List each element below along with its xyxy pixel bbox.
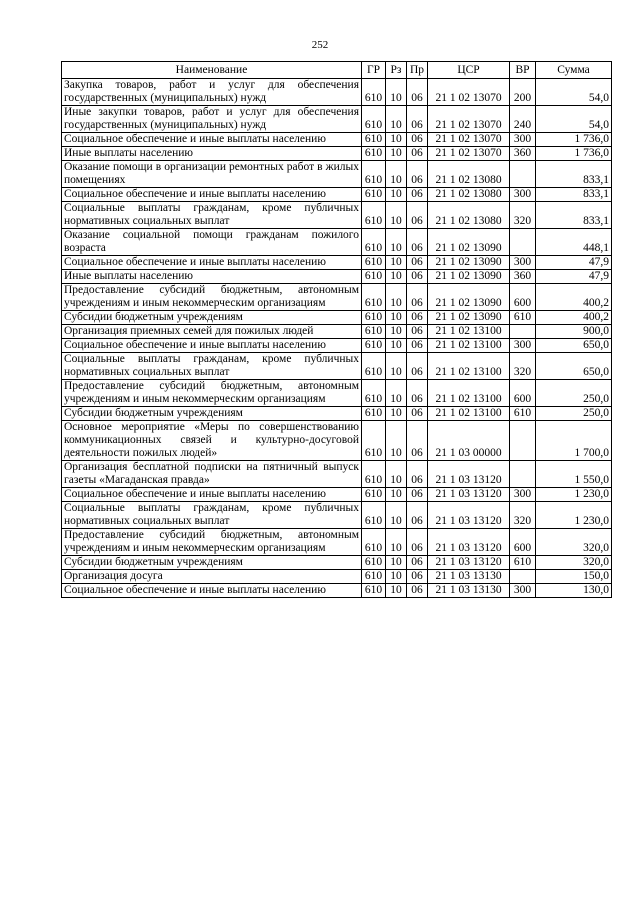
cell-rz: 10 xyxy=(386,79,407,106)
cell-gr: 610 xyxy=(362,188,386,202)
cell-name: Социальные выплаты гражданам, кроме публичных нормативных социальных выплат xyxy=(62,353,362,380)
cell-pr: 06 xyxy=(407,161,428,188)
table-row xyxy=(62,133,612,147)
cell-vr: 600 xyxy=(510,529,536,556)
table-row xyxy=(62,79,612,106)
cell-rz: 10 xyxy=(386,106,407,133)
cell-name: Оказание социальной помощи гражданам пожилого возраста xyxy=(62,229,362,256)
cell-rz: 10 xyxy=(386,488,407,502)
cell-sum: 1 550,0 xyxy=(536,461,612,488)
cell-pr: 06 xyxy=(407,133,428,147)
cell-rz: 10 xyxy=(386,311,407,325)
cell-csr: 21 1 02 13070 xyxy=(428,79,510,106)
cell-name: Закупка товаров, работ и услуг для обеспечения государственных (муниципальных) нужд xyxy=(62,79,362,106)
cell-name: Предоставление субсидий бюджетным, автономным учреждениям и иным некоммерческим организациям xyxy=(62,380,362,407)
cell-gr: 610 xyxy=(362,256,386,270)
cell-name: Социальное обеспечение и иные выплаты населению xyxy=(62,133,362,147)
cell-sum: 1 700,0 xyxy=(536,421,612,461)
cell-csr: 21 1 02 13070 xyxy=(428,106,510,133)
table-row xyxy=(62,106,612,133)
cell-gr: 610 xyxy=(362,380,386,407)
cell-sum: 833,1 xyxy=(536,202,612,229)
cell-csr: 21 1 02 13100 xyxy=(428,380,510,407)
cell-rz: 10 xyxy=(386,380,407,407)
cell-rz: 10 xyxy=(386,407,407,421)
cell-sum: 833,1 xyxy=(536,188,612,202)
cell-gr: 610 xyxy=(362,584,386,598)
table-row xyxy=(62,584,612,598)
page-number: 252 xyxy=(311,39,329,51)
cell-csr: 21 1 03 13120 xyxy=(428,502,510,529)
cell-gr: 610 xyxy=(362,284,386,311)
cell-name: Организация бесплатной подписки на пятничный выпуск газеты «Магаданская правда» xyxy=(62,461,362,488)
table-row xyxy=(62,202,612,229)
header-gr: ГР xyxy=(362,62,386,79)
cell-name: Иные выплаты населению xyxy=(62,270,362,284)
table-row xyxy=(62,529,612,556)
cell-name: Субсидии бюджетным учреждениям xyxy=(62,556,362,570)
cell-csr: 21 1 02 13100 xyxy=(428,325,510,339)
table-header-row xyxy=(62,62,612,79)
cell-gr: 610 xyxy=(362,106,386,133)
table-row xyxy=(62,353,612,380)
cell-pr: 06 xyxy=(407,202,428,229)
cell-sum: 1 736,0 xyxy=(536,133,612,147)
cell-sum: 1 230,0 xyxy=(536,502,612,529)
cell-name: Субсидии бюджетным учреждениям xyxy=(62,407,362,421)
cell-pr: 06 xyxy=(407,421,428,461)
header-rz: Рз xyxy=(386,62,407,79)
cell-sum: 650,0 xyxy=(536,353,612,380)
cell-csr: 21 1 02 13090 xyxy=(428,270,510,284)
cell-csr: 21 1 03 13120 xyxy=(428,461,510,488)
cell-sum: 400,2 xyxy=(536,284,612,311)
cell-vr: 320 xyxy=(510,202,536,229)
cell-csr: 21 1 02 13090 xyxy=(428,256,510,270)
cell-pr: 06 xyxy=(407,461,428,488)
cell-pr: 06 xyxy=(407,488,428,502)
cell-pr: 06 xyxy=(407,380,428,407)
cell-rz: 10 xyxy=(386,353,407,380)
cell-csr: 21 1 03 13130 xyxy=(428,570,510,584)
cell-gr: 610 xyxy=(362,270,386,284)
cell-gr: 610 xyxy=(362,488,386,502)
cell-sum: 54,0 xyxy=(536,79,612,106)
cell-csr: 21 1 02 13070 xyxy=(428,147,510,161)
cell-sum: 1 230,0 xyxy=(536,488,612,502)
cell-rz: 10 xyxy=(386,284,407,311)
cell-pr: 06 xyxy=(407,407,428,421)
header-name: Наименование xyxy=(62,62,362,79)
cell-pr: 06 xyxy=(407,502,428,529)
cell-name: Оказание помощи в организации ремонтных работ в жилых помещениях xyxy=(62,161,362,188)
cell-gr: 610 xyxy=(362,461,386,488)
cell-csr: 21 1 03 00000 xyxy=(428,421,510,461)
cell-name: Социальные выплаты гражданам, кроме публичных нормативных социальных выплат xyxy=(62,502,362,529)
cell-csr: 21 1 02 13090 xyxy=(428,311,510,325)
header-vr: ВР xyxy=(510,62,536,79)
cell-gr: 610 xyxy=(362,407,386,421)
cell-gr: 610 xyxy=(362,556,386,570)
table-row xyxy=(62,147,612,161)
cell-pr: 06 xyxy=(407,106,428,133)
cell-vr: 300 xyxy=(510,488,536,502)
cell-rz: 10 xyxy=(386,202,407,229)
cell-name: Иные закупки товаров, работ и услуг для обеспечения государственных (муниципальных) нужд xyxy=(62,106,362,133)
cell-vr xyxy=(510,461,536,488)
table-row xyxy=(62,284,612,311)
header-sum: Сумма xyxy=(536,62,612,79)
cell-vr xyxy=(510,161,536,188)
budget-table xyxy=(61,61,612,598)
cell-csr: 21 1 03 13120 xyxy=(428,556,510,570)
cell-rz: 10 xyxy=(386,421,407,461)
cell-csr: 21 1 02 13080 xyxy=(428,188,510,202)
cell-sum: 250,0 xyxy=(536,380,612,407)
cell-vr: 610 xyxy=(510,311,536,325)
cell-vr: 360 xyxy=(510,270,536,284)
cell-name: Предоставление субсидий бюджетным, автономным учреждениям и иным некоммерческим организациям xyxy=(62,284,362,311)
cell-gr: 610 xyxy=(362,529,386,556)
table-row xyxy=(62,380,612,407)
table-body xyxy=(62,79,612,598)
cell-vr: 200 xyxy=(510,79,536,106)
cell-rz: 10 xyxy=(386,188,407,202)
cell-csr: 21 1 03 13120 xyxy=(428,529,510,556)
cell-pr: 06 xyxy=(407,584,428,598)
cell-name: Основное мероприятие «Меры по совершенствованию коммуникационных связей и культурно-досуговой деятельности пожилых людей» xyxy=(62,421,362,461)
cell-sum: 650,0 xyxy=(536,339,612,353)
cell-name: Социальное обеспечение и иные выплаты населению xyxy=(62,584,362,598)
cell-name: Организация приемных семей для пожилых людей xyxy=(62,325,362,339)
cell-rz: 10 xyxy=(386,229,407,256)
cell-gr: 610 xyxy=(362,147,386,161)
cell-vr xyxy=(510,229,536,256)
cell-csr: 21 1 02 13090 xyxy=(428,284,510,311)
cell-name: Социальное обеспечение и иные выплаты населению xyxy=(62,188,362,202)
cell-name: Организация досуга xyxy=(62,570,362,584)
cell-gr: 610 xyxy=(362,311,386,325)
table-row xyxy=(62,325,612,339)
cell-name: Социальное обеспечение и иные выплаты населению xyxy=(62,488,362,502)
table-row xyxy=(62,407,612,421)
cell-vr: 610 xyxy=(510,407,536,421)
cell-csr: 21 1 02 13100 xyxy=(428,339,510,353)
table-row xyxy=(62,229,612,256)
cell-vr xyxy=(510,570,536,584)
cell-name: Предоставление субсидий бюджетным, автономным учреждениям и иным некоммерческим организациям xyxy=(62,529,362,556)
cell-pr: 06 xyxy=(407,529,428,556)
cell-csr: 21 1 02 13100 xyxy=(428,407,510,421)
cell-gr: 610 xyxy=(362,570,386,584)
table-row xyxy=(62,488,612,502)
cell-pr: 06 xyxy=(407,353,428,380)
cell-rz: 10 xyxy=(386,147,407,161)
cell-name: Социальное обеспечение и иные выплаты населению xyxy=(62,256,362,270)
cell-vr: 320 xyxy=(510,502,536,529)
cell-gr: 610 xyxy=(362,353,386,380)
cell-gr: 610 xyxy=(362,339,386,353)
cell-vr: 300 xyxy=(510,339,536,353)
cell-csr: 21 1 03 13120 xyxy=(428,488,510,502)
cell-gr: 610 xyxy=(362,202,386,229)
cell-vr: 320 xyxy=(510,353,536,380)
cell-rz: 10 xyxy=(386,502,407,529)
cell-gr: 610 xyxy=(362,502,386,529)
cell-rz: 10 xyxy=(386,270,407,284)
cell-rz: 10 xyxy=(386,556,407,570)
cell-vr xyxy=(510,421,536,461)
cell-sum: 54,0 xyxy=(536,106,612,133)
cell-pr: 06 xyxy=(407,284,428,311)
cell-rz: 10 xyxy=(386,133,407,147)
cell-pr: 06 xyxy=(407,147,428,161)
cell-vr: 300 xyxy=(510,584,536,598)
cell-rz: 10 xyxy=(386,325,407,339)
table-row xyxy=(62,556,612,570)
table-row xyxy=(62,256,612,270)
cell-vr: 240 xyxy=(510,106,536,133)
cell-sum: 47,9 xyxy=(536,270,612,284)
cell-sum: 47,9 xyxy=(536,256,612,270)
cell-vr: 360 xyxy=(510,147,536,161)
cell-rz: 10 xyxy=(386,161,407,188)
cell-gr: 610 xyxy=(362,421,386,461)
header-pr: Пр xyxy=(407,62,428,79)
cell-pr: 06 xyxy=(407,325,428,339)
header-csr: ЦСР xyxy=(428,62,510,79)
cell-sum: 250,0 xyxy=(536,407,612,421)
cell-vr xyxy=(510,325,536,339)
cell-pr: 06 xyxy=(407,256,428,270)
cell-vr: 600 xyxy=(510,380,536,407)
cell-name: Социальное обеспечение и иные выплаты населению xyxy=(62,339,362,353)
cell-rz: 10 xyxy=(386,339,407,353)
cell-sum: 1 736,0 xyxy=(536,147,612,161)
cell-csr: 21 1 02 13080 xyxy=(428,161,510,188)
cell-sum: 448,1 xyxy=(536,229,612,256)
cell-sum: 320,0 xyxy=(536,529,612,556)
cell-gr: 610 xyxy=(362,133,386,147)
cell-rz: 10 xyxy=(386,584,407,598)
cell-sum: 833,1 xyxy=(536,161,612,188)
table-row xyxy=(62,421,612,461)
cell-pr: 06 xyxy=(407,188,428,202)
cell-name: Иные выплаты населению xyxy=(62,147,362,161)
cell-csr: 21 1 03 13130 xyxy=(428,584,510,598)
cell-vr: 300 xyxy=(510,188,536,202)
cell-gr: 610 xyxy=(362,79,386,106)
cell-vr: 610 xyxy=(510,556,536,570)
cell-pr: 06 xyxy=(407,229,428,256)
table-row xyxy=(62,161,612,188)
cell-csr: 21 1 02 13080 xyxy=(428,202,510,229)
table-row xyxy=(62,461,612,488)
cell-rz: 10 xyxy=(386,570,407,584)
cell-vr: 600 xyxy=(510,284,536,311)
cell-gr: 610 xyxy=(362,229,386,256)
cell-pr: 06 xyxy=(407,270,428,284)
cell-gr: 610 xyxy=(362,161,386,188)
cell-sum: 150,0 xyxy=(536,570,612,584)
cell-rz: 10 xyxy=(386,461,407,488)
cell-pr: 06 xyxy=(407,339,428,353)
cell-pr: 06 xyxy=(407,570,428,584)
cell-csr: 21 1 02 13100 xyxy=(428,353,510,380)
cell-sum: 900,0 xyxy=(536,325,612,339)
cell-pr: 06 xyxy=(407,79,428,106)
cell-vr: 300 xyxy=(510,133,536,147)
table-row xyxy=(62,339,612,353)
table-row xyxy=(62,311,612,325)
cell-rz: 10 xyxy=(386,256,407,270)
cell-pr: 06 xyxy=(407,311,428,325)
cell-pr: 06 xyxy=(407,556,428,570)
table-row xyxy=(62,502,612,529)
cell-name: Социальные выплаты гражданам, кроме публичных нормативных социальных выплат xyxy=(62,202,362,229)
cell-csr: 21 1 02 13070 xyxy=(428,133,510,147)
table-row xyxy=(62,570,612,584)
cell-sum: 130,0 xyxy=(536,584,612,598)
cell-sum: 400,2 xyxy=(536,311,612,325)
cell-name: Субсидии бюджетным учреждениям xyxy=(62,311,362,325)
cell-sum: 320,0 xyxy=(536,556,612,570)
cell-gr: 610 xyxy=(362,325,386,339)
table-row xyxy=(62,188,612,202)
cell-rz: 10 xyxy=(386,529,407,556)
cell-vr: 300 xyxy=(510,256,536,270)
table-row xyxy=(62,270,612,284)
cell-csr: 21 1 02 13090 xyxy=(428,229,510,256)
